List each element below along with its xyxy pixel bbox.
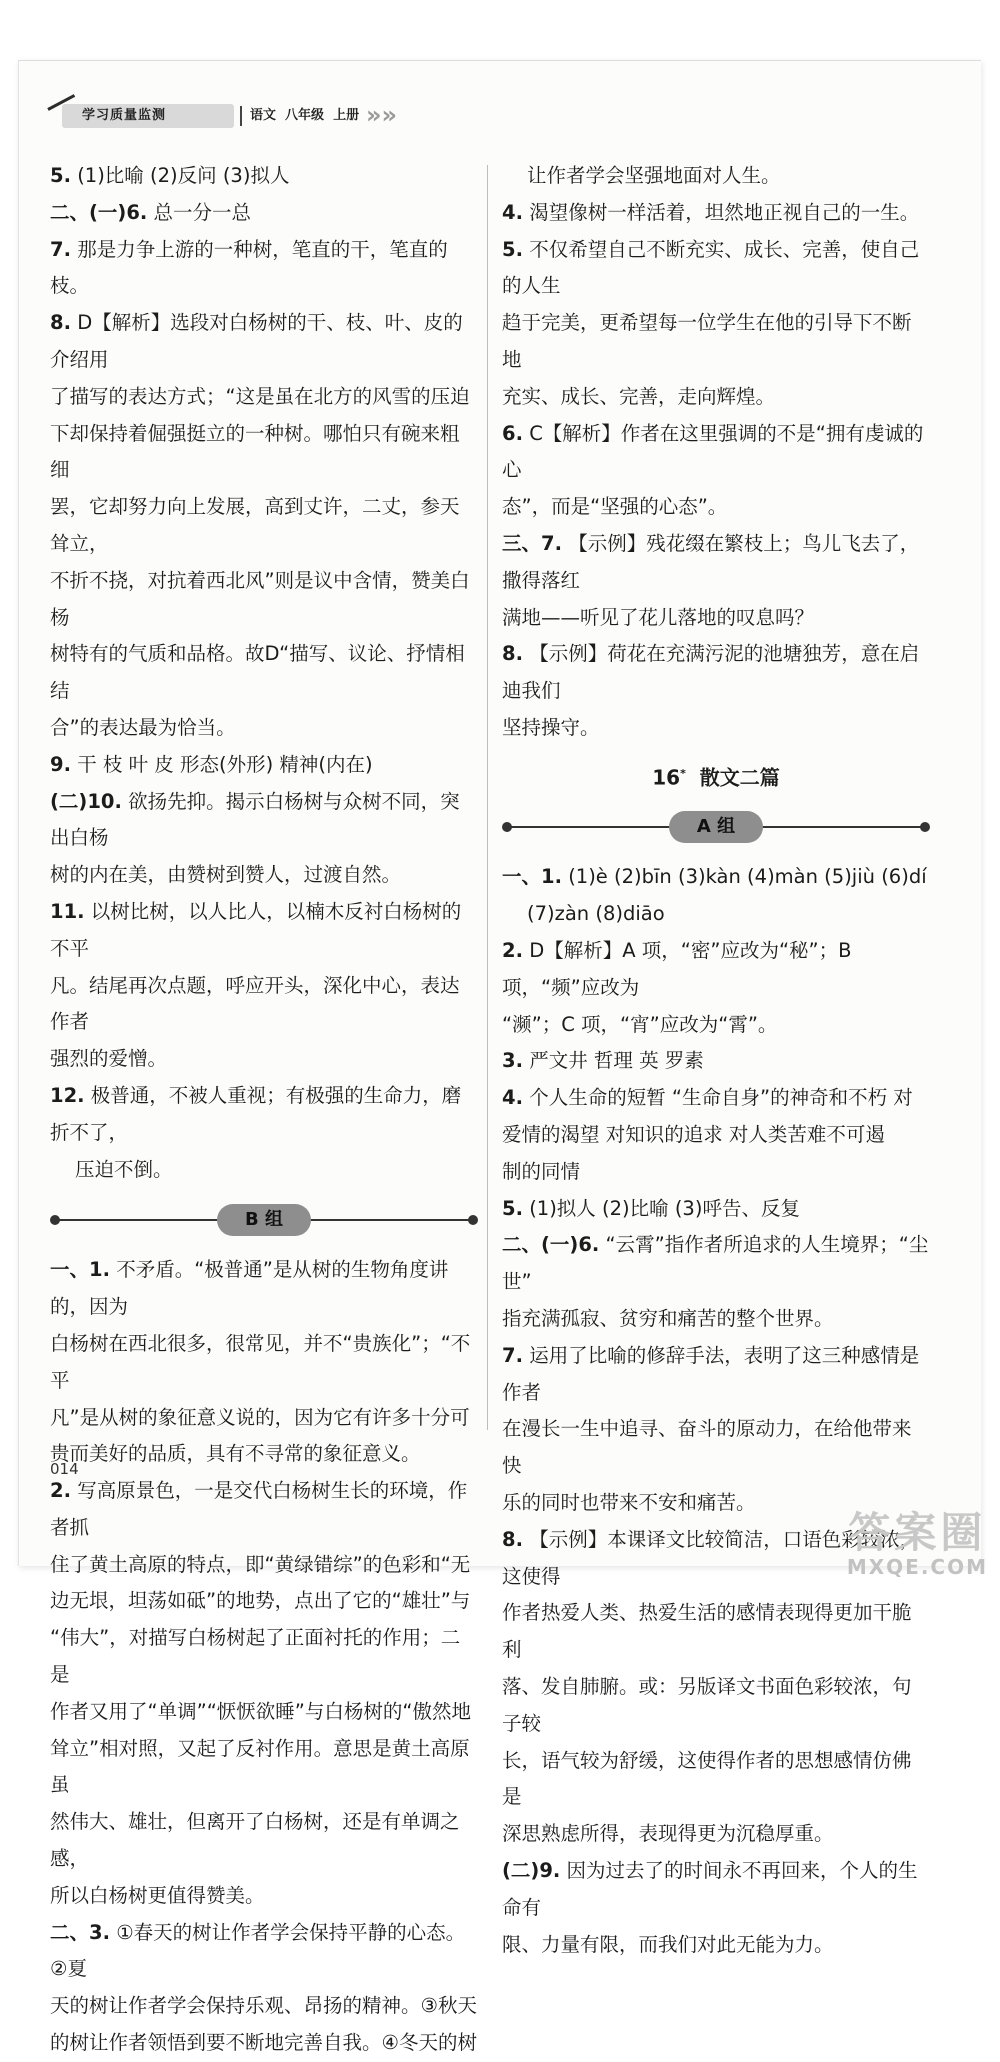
item-text: ①春天的树让作者学会保持平静的心态。②夏 bbox=[50, 1920, 466, 1981]
group-label: B 组 bbox=[217, 1204, 311, 1236]
item-text: (1)拟人 (2)比喻 (3)呼告、反复 bbox=[529, 1196, 800, 1220]
answer-item bbox=[502, 636, 930, 710]
item-text: 运用了比喻的修辞手法，表明了这三种感情是作者 bbox=[502, 1343, 920, 1404]
item-text: 【示例】残花缀在繁枝上；鸟儿飞去了，撒得落红 bbox=[502, 531, 920, 592]
item-number: 5. bbox=[502, 1196, 523, 1220]
item-text: 【示例】荷花在充满污泥的池塘独芳，意在启迪我们 bbox=[502, 642, 920, 703]
item-number: 一、1. bbox=[50, 1258, 110, 1282]
answer-line: 长，语气较为舒缓，这使得作者的思想感情仿佛是 bbox=[502, 1748, 912, 1809]
answer-item bbox=[502, 1853, 930, 1927]
answer-item bbox=[50, 1078, 478, 1152]
lesson-number: 16 bbox=[652, 765, 681, 790]
answer-line: 态”，而是“坚强的心态”。 bbox=[502, 495, 728, 519]
answer-line: “濒”；C 项，“宵”应改为“霄”。 bbox=[502, 1012, 778, 1036]
answer-line: 满地——听见了花儿落地的叹息吗？ bbox=[502, 605, 815, 629]
answer-item bbox=[502, 859, 930, 896]
answer-line: 指充满孤寂、贫穷和痛苦的整个世界。 bbox=[502, 1306, 834, 1330]
item-text: C【解析】作者在这里强调的不是“拥有虔诚的心 bbox=[502, 421, 924, 482]
answer-line: 树的内在美，由赞树到赞人，过渡自然。 bbox=[50, 863, 402, 887]
watermark-main: 答案圈 bbox=[848, 1508, 987, 1557]
answer-line: 贵而美好的品质，具有不寻常的象征意义。 bbox=[50, 1442, 421, 1466]
answer-item bbox=[502, 526, 930, 600]
item-number: 7. bbox=[50, 237, 71, 261]
answer-item bbox=[502, 1191, 930, 1228]
answer-item bbox=[50, 1252, 478, 1326]
answer-line: 趋于完美，更希望每一位学生在他的引导下不断地 bbox=[502, 311, 912, 371]
item-number: 4. bbox=[502, 1086, 523, 1110]
rule-dot bbox=[502, 822, 512, 832]
item-number: 11. bbox=[50, 899, 85, 923]
rule-dot bbox=[920, 822, 930, 832]
answer-line: 的树让作者领悟到要不断地完善自我。④冬天的树 bbox=[50, 2031, 477, 2055]
lesson-name: 散文二篇 bbox=[699, 765, 780, 790]
answer-item bbox=[502, 1227, 930, 1301]
item-text: (1)è (2)bīn (3)kàn (4)màn (5)jiù (6)dí bbox=[568, 865, 927, 889]
answer-item bbox=[50, 232, 478, 306]
answer-item bbox=[50, 158, 478, 195]
group-divider bbox=[50, 1202, 478, 1238]
item-text: 以树比树，以人比人，以楠木反衬白杨树的不平 bbox=[50, 899, 462, 960]
answer-item bbox=[502, 1338, 930, 1412]
item-text: 渴望像树一样活着，坦然地正视自己的一生。 bbox=[529, 200, 920, 224]
series-label: 学习质量监测 bbox=[62, 104, 234, 128]
item-number: 6. bbox=[502, 421, 523, 445]
item-text: 不矛盾。“极普通”是从树的生物角度讲的，因为 bbox=[50, 1258, 449, 1319]
item-number: 4. bbox=[502, 200, 523, 224]
answer-line: 作者热爱人类、热爱生活的感情表现得更加干脆利 bbox=[502, 1601, 912, 1662]
answer-line: 下却保持着倔强挺立的一种树。哪怕只有碗来粗细 bbox=[50, 421, 460, 482]
item-text: 干 枝 叶 皮 形态(外形) 精神(内在) bbox=[77, 752, 373, 776]
item-number: 7. bbox=[502, 1343, 523, 1367]
rule-dot bbox=[468, 1215, 478, 1225]
item-number: (二)10. bbox=[50, 789, 122, 813]
answer-line: 坚持操守。 bbox=[502, 715, 600, 739]
item-number: 一、1. bbox=[502, 865, 562, 889]
answer-line: 凡。结尾再次点题，呼应开头，深化中心，表达作者 bbox=[50, 973, 460, 1034]
item-text: 写高原景色，一是交代白杨树生长的环境，作者抓 bbox=[50, 1479, 468, 1539]
answer-line: 乐的同时也带来不安和痛苦。 bbox=[502, 1490, 756, 1514]
item-number: 8. bbox=[502, 642, 523, 666]
answer-item bbox=[50, 894, 478, 968]
answer-line: 树特有的气质和品格。故D“描写、议论、抒情相结 bbox=[50, 642, 465, 703]
answer-line: 深思熟虑所得，表现得更为沉稳厚重。 bbox=[502, 1822, 834, 1846]
item-text: (1)比喻 (2)反问 (3)拟人 bbox=[77, 164, 290, 187]
watermark-sub: MXQE.COM bbox=[846, 1555, 988, 1579]
group-divider bbox=[502, 809, 930, 845]
chevron-icon: »» bbox=[366, 101, 398, 129]
item-number: 8. bbox=[502, 1527, 523, 1551]
answer-line: 落、发自肺腑。或：另版译文书面色彩较浓，句子较 bbox=[502, 1674, 912, 1735]
item-number: 二、(一)6. bbox=[502, 1233, 600, 1257]
item-text: 不仅希望自己不断充实、成长、完善，使自己的人生 bbox=[502, 237, 920, 298]
left-column bbox=[50, 158, 478, 2062]
item-text: D【解析】A 项，“密”应改为“秘”；B 项，“频”应改为 bbox=[502, 939, 852, 999]
item-number: (二)9. bbox=[502, 1858, 561, 1882]
lesson-star: * bbox=[680, 766, 686, 780]
answer-line: 在漫长一生中追寻、奋斗的原动力，在给他带来快 bbox=[502, 1417, 912, 1478]
answer-item bbox=[502, 232, 930, 306]
rule-dot bbox=[50, 1215, 60, 1225]
answer-line: 然伟大、雄壮，但离开了白杨树，还是有单调之感， bbox=[50, 1810, 460, 1871]
answer-line: 压迫不倒。 bbox=[75, 1157, 173, 1181]
answer-line: 让作者学会坚强地面对人生。 bbox=[527, 164, 781, 187]
answer-line: 耸立”相对照，又起了反衬作用。意思是黄土高原虽 bbox=[50, 1736, 470, 1797]
header-separator bbox=[240, 106, 242, 126]
answer-line: “伟大”，对描写白杨树起了正面衬托的作用；二是 bbox=[50, 1626, 461, 1687]
answer-line: 凡”是从树的象征意义说的，因为它有许多十分可 bbox=[50, 1405, 470, 1429]
answer-item bbox=[50, 305, 478, 379]
item-number: 8. bbox=[50, 311, 71, 335]
item-text: 总一分一总 bbox=[153, 200, 252, 224]
item-number: 2. bbox=[50, 1479, 71, 1503]
answer-line: 限、力量有限，而我们对此无能为力。 bbox=[502, 1932, 834, 1956]
answer-line: 合”的表达最为恰当。 bbox=[50, 715, 236, 739]
answer-line: (7)zàn (8)diāo bbox=[527, 902, 665, 926]
group-label: A 组 bbox=[669, 811, 763, 843]
answer-line: 罢，它却努力向上发展，高到丈许，二丈，参天耸立， bbox=[50, 495, 460, 555]
answer-line: 充实、成长、完善，走向辉煌。 bbox=[502, 384, 776, 408]
item-text: 因为过去了的时间永不再回来，个人的生命有 bbox=[502, 1858, 918, 1919]
item-text: 那是力争上游的一种树，笔直的干，笔直的枝。 bbox=[50, 237, 448, 298]
subject-label: 语文 八年级 上册 bbox=[250, 108, 360, 123]
answer-item bbox=[50, 747, 478, 784]
item-number: 5. bbox=[50, 164, 71, 187]
item-text: 【示例】本课译文比较简洁，口语色彩较浓，这使得 bbox=[502, 1527, 920, 1588]
item-text: 欲扬先抑。揭示白杨树与众树不同，突出白杨 bbox=[50, 789, 460, 850]
answer-line: 天的树让作者学会保持乐观、昂扬的精神。③秋天 bbox=[50, 1994, 477, 2018]
answer-line: 所以白杨树更值得赞美。 bbox=[50, 1883, 265, 1907]
answer-item bbox=[50, 1473, 478, 1547]
item-number: 9. bbox=[50, 752, 71, 776]
item-number: 二、3. bbox=[50, 1920, 110, 1944]
column-divider bbox=[487, 165, 488, 1430]
answer-item bbox=[502, 933, 930, 1007]
answer-line: 白杨树在西北很多，很常见，并不“贵族化”；“不平 bbox=[50, 1331, 471, 1392]
item-number: 3. bbox=[502, 1049, 523, 1073]
answer-line: 制的同情 bbox=[502, 1159, 581, 1183]
answer-item bbox=[502, 1043, 930, 1080]
item-number: 2. bbox=[502, 939, 523, 962]
running-header bbox=[48, 100, 418, 132]
answer-item bbox=[502, 195, 930, 232]
answer-line: 强烈的爱憎。 bbox=[50, 1047, 168, 1071]
item-text: 严文井 哲理 英 罗素 bbox=[529, 1049, 704, 1073]
answer-item bbox=[50, 1915, 478, 1989]
answer-item bbox=[502, 416, 930, 490]
answer-line: 住了黄土高原的特点，即“黄绿错综”的色彩和“无 bbox=[50, 1552, 471, 1576]
item-number: 三、7. bbox=[502, 531, 562, 555]
item-text: “云霄”指作者所追求的人生境界；“尘世” bbox=[502, 1233, 929, 1294]
right-column bbox=[502, 158, 930, 1963]
answer-line: 爱情的渴望 对知识的追求 对人类苦难不可遏 bbox=[502, 1122, 885, 1146]
item-text: 极普通，不被人重视；有极强的生命力，磨折不了， bbox=[50, 1083, 462, 1144]
lesson-title bbox=[502, 756, 930, 796]
answer-line: 作者又用了“单调”“恹恹欲睡”与白杨树的“傲然地 bbox=[50, 1699, 472, 1723]
item-text: 个人生命的短暂 “生命自身”的神奇和不朽 对 bbox=[529, 1086, 913, 1110]
answer-line: 不折不挠，对抗着西北风”则是议中含情，赞美白杨 bbox=[50, 568, 470, 629]
answer-item bbox=[50, 195, 478, 232]
page-number: 014 bbox=[50, 1460, 79, 1478]
answer-item bbox=[50, 784, 478, 858]
item-number: 二、(一)6. bbox=[50, 200, 148, 224]
answer-line: 了描写的表达方式；“这是虽在北方的风雪的压迫 bbox=[50, 384, 470, 408]
answer-item bbox=[502, 1080, 930, 1117]
answer-line: 边无垠，坦荡如砥”的地势，点出了它的“雄壮”与 bbox=[50, 1589, 471, 1613]
item-number: 5. bbox=[502, 237, 523, 261]
item-text: D【解析】选段对白杨树的干、枝、叶、皮的介绍用 bbox=[50, 311, 463, 371]
watermark-logo bbox=[847, 1510, 988, 1578]
item-number: 12. bbox=[50, 1083, 85, 1107]
